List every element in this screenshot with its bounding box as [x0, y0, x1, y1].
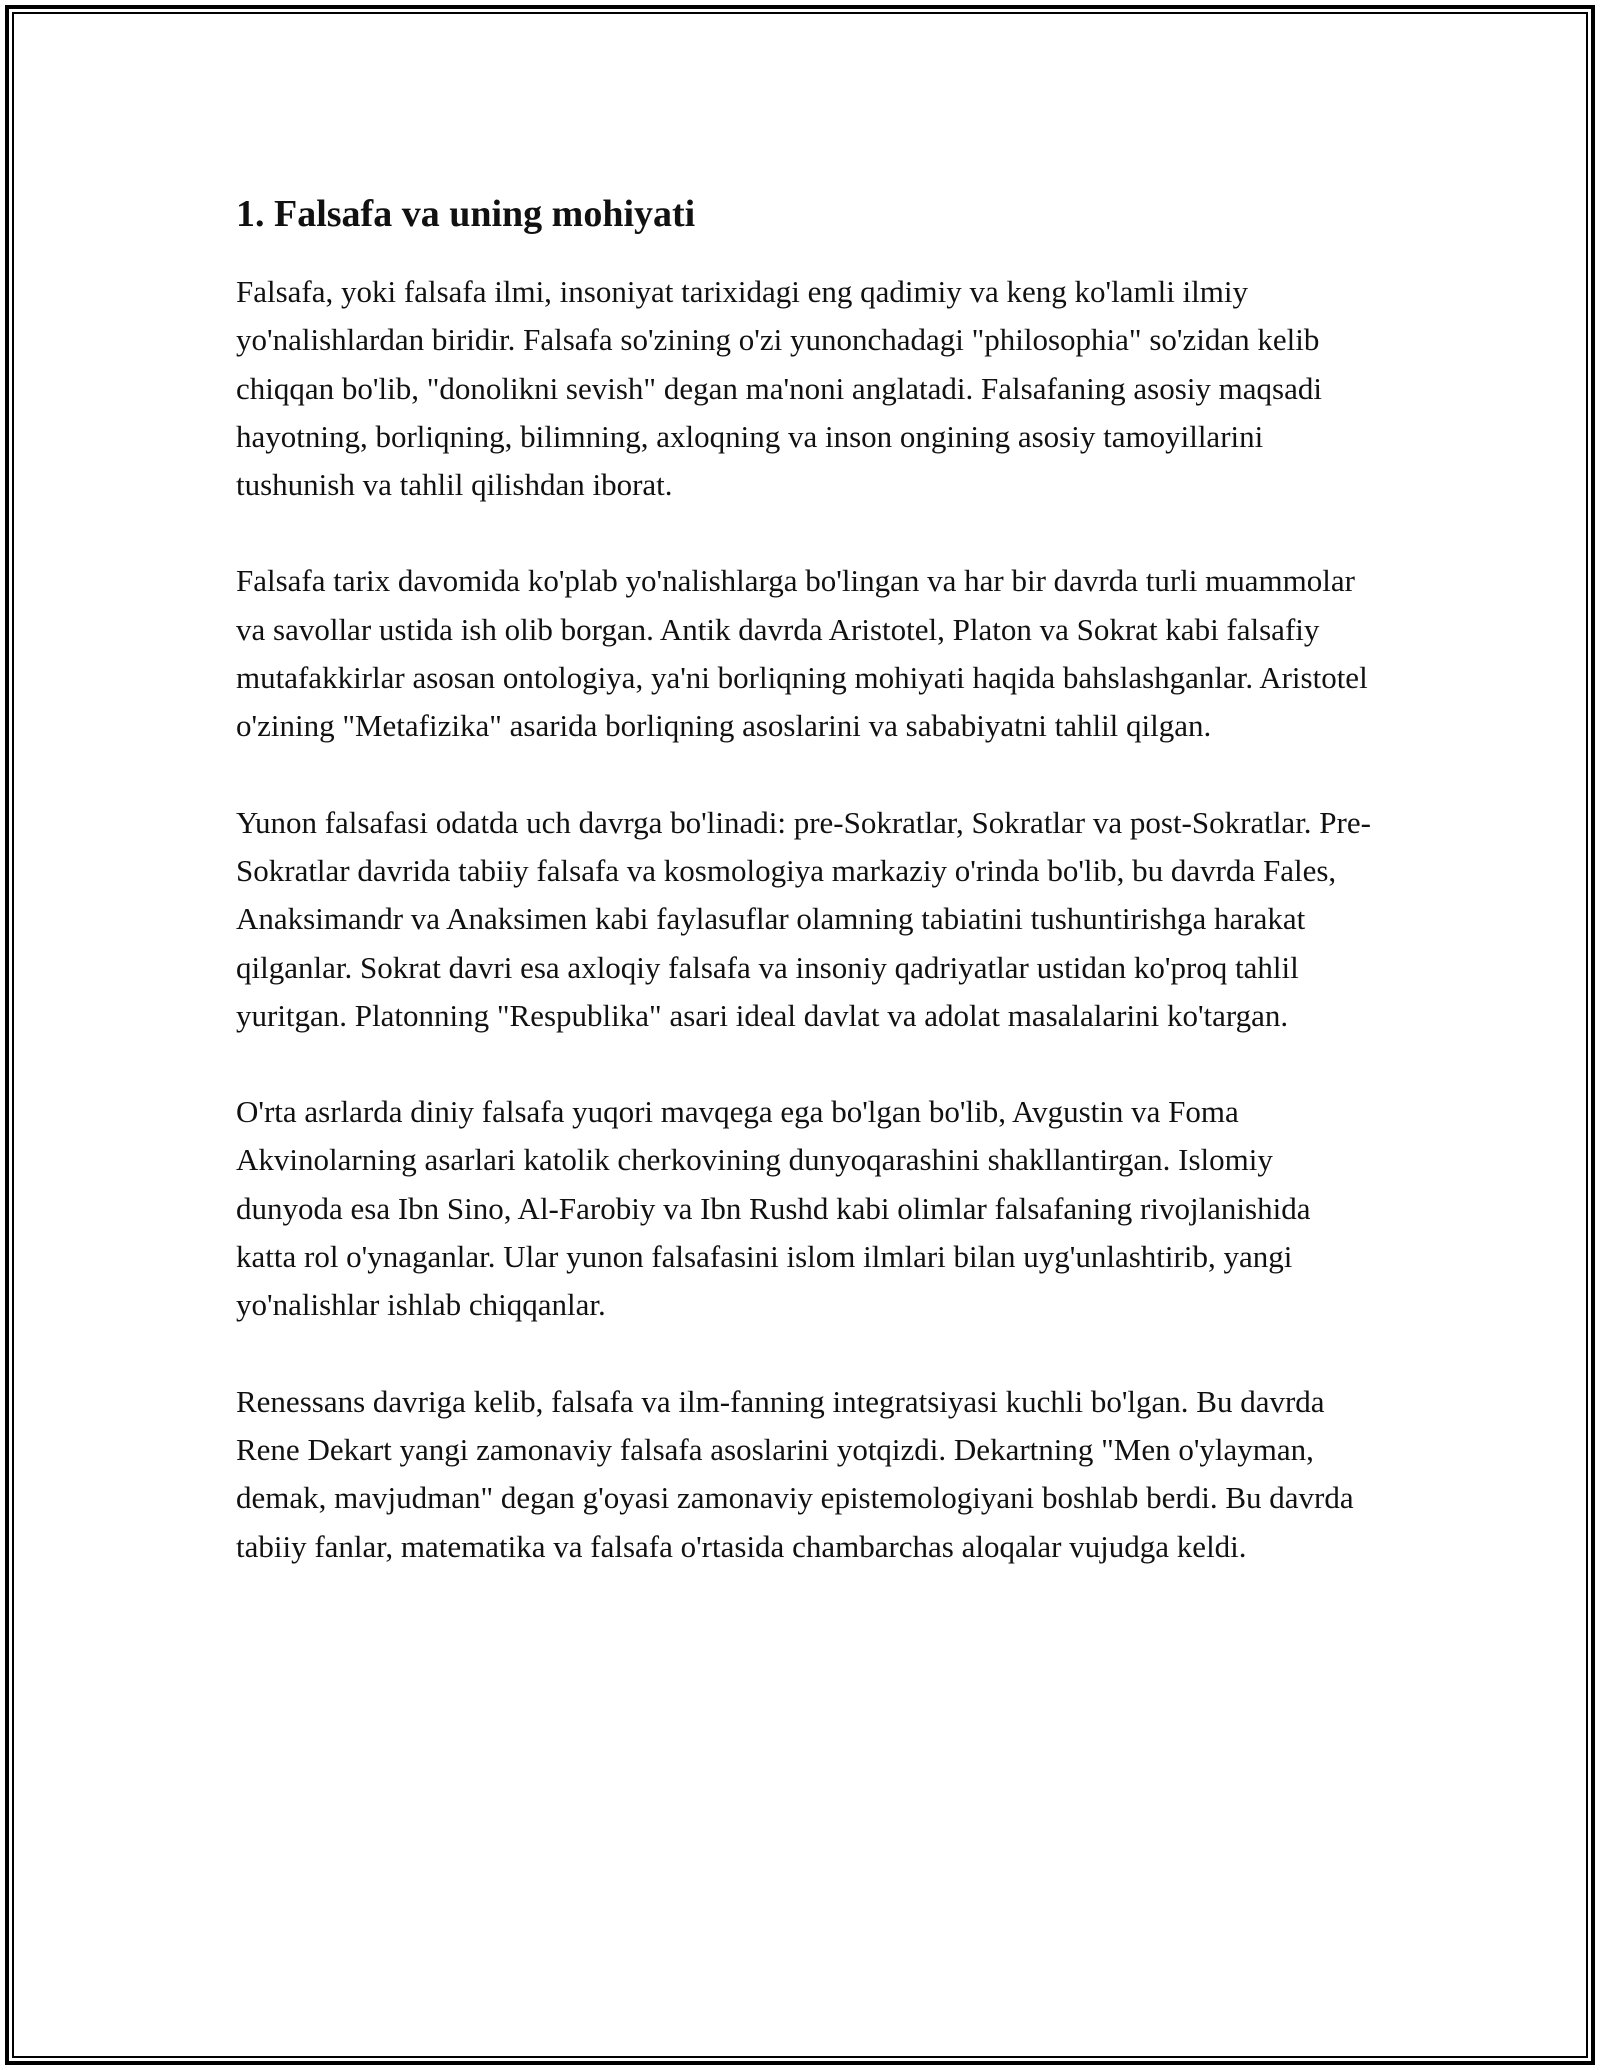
document-body: [236, 188, 1376, 1619]
section-heading: 1. Falsafa va uning mohiyati: [236, 193, 696, 235]
paragraph-1: Falsafa, yoki falsafa ilmi, insoniyat tarixidagi eng qadimiy va keng ko'lamli ilmiy yo'nalishlardan biridir. Falsafa so'zining o'zi yunonchadagi "philosophia" so'zidan kelib chiqqan bo'lib, "donolikni sevish" degan ma'noni anglatadi. Falsafaning asosiy maqsadi hayotning, borliqning, bilimning, axloqning va inson ongining asosiy tamoyillarini tushunish va tahlil qilishdan iborat.: [236, 274, 1322, 503]
paragraph-2: Falsafa tarix davomida ko'plab yo'nalishlarga bo'lingan va har bir davrda turli muammolar va savollar ustida ish olib borgan. Antik davrda Aristotel, Platon va Sokrat kabi falsafiy mutafakkirlar asosan ontologiya, ya'ni borliqning mohiyati haqida bahslashganlar. Aristotel o'zining "Metafizika" asarida borliqning asoslarini va sababiyatni tahlil qilgan.: [236, 563, 1368, 744]
paragraph-4: O'rta asrlarda diniy falsafa yuqori mavqega ega bo'lgan bo'lib, Avgustin va Foma Akvinolarning asarlari katolik cherkovining dunyoqarashini shakllantirgan. Islomiy dunyoda esa Ibn Sino, Al-Farobiy va Ibn Rushd kabi olimlar falsafaning rivojlanishida katta rol o'ynaganlar. Ular yunon falsafasini islom ilmlari bilan uyg'unlashtirib, yangi yo'nalishlar ishlab chiqqanlar.: [236, 1094, 1311, 1323]
paragraph-3: Yunon falsafasi odatda uch davrga bo'linadi: pre-Sokratlar, Sokratlar va post-Sokratlar. Pre-Sokratlar davrida tabiiy falsafa va kosmologiya markaziy o'rinda bo'lib, bu davrda Fales, Anaksimandr va Anaksimen kabi faylasuflar olamning tabiatini tushuntirishga harakat qilganlar. Sokrat davri esa axloqiy falsafa va insoniy qadriyatlar ustidan ko'proq tahlil yuritgan. Platonning "Respublika" asari ideal davlat va adolat masalalarini ko'targan.: [236, 804, 1371, 1033]
paragraph-5: Renessans davriga kelib, falsafa va ilm-fanning integratsiyasi kuchli bo'lgan. Bu davrda Rene Dekart yangi zamonaviy falsafa asoslarini yotqizdi. Dekartning "Men o'ylayman, demak, mavjudman" degan g'oyasi zamonaviy epistemologiyani boshlab berdi. Bu davrda tabiiy fanlar, matematika va falsafa o'rtasida chambarchas aloqalar vujudga keldi.: [236, 1383, 1354, 1564]
